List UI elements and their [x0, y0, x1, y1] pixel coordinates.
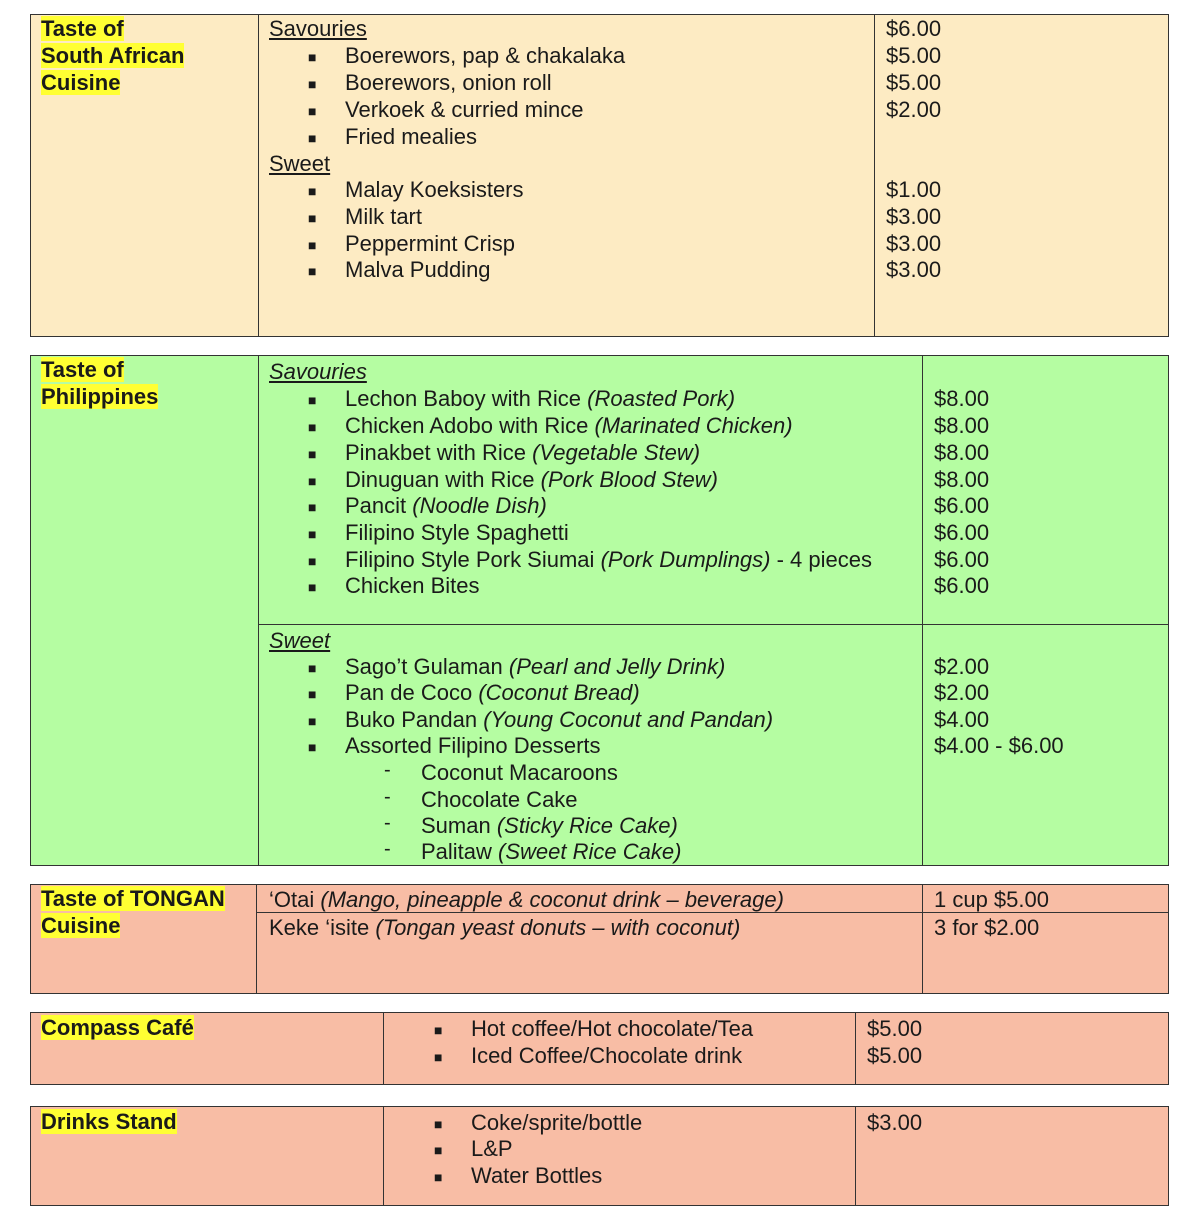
item-name: Iced Coffee/Chocolate drink [471, 1043, 743, 1068]
column-divider [383, 1107, 384, 1205]
item-name: Filipino Style Spaghetti [345, 520, 569, 545]
item-name: Assorted Filipino Desserts [345, 733, 601, 758]
title-line: Compass Café [41, 1015, 194, 1040]
item-name: Palitaw [421, 839, 492, 864]
title-line: Cuisine [41, 913, 121, 938]
column-divider [922, 356, 923, 865]
price: $1.00 [886, 177, 942, 202]
item-suffix: - 4 pieces [770, 547, 872, 572]
item-name: Peppermint Crisp [345, 231, 515, 256]
section-title [41, 885, 225, 939]
price: $4.00 - $6.00 [934, 733, 1064, 758]
item-name: Buko Pandan [345, 707, 478, 732]
item-note: (Pork Blood Stew) [540, 467, 718, 492]
price: $2.00 [934, 654, 990, 679]
item-name: Coconut Macaroons [421, 760, 618, 785]
item-name: Malva Pudding [345, 257, 491, 282]
item-name: Milk tart [345, 204, 422, 229]
column-divider [258, 356, 259, 865]
title-line: Drinks Stand [41, 1109, 177, 1134]
item-name: Pan de Coco [345, 680, 473, 705]
price: $5.00 [867, 1016, 923, 1041]
item-name: Keke ‘isite [269, 915, 370, 940]
column-divider [383, 1013, 384, 1084]
item-note: (Mango, pineapple & coconut drink – beverage) [320, 887, 784, 912]
price: $3.00 [867, 1110, 923, 1135]
section-title [41, 1108, 177, 1135]
item-name: Water Bottles [471, 1163, 603, 1188]
item-name: Chicken Bites [345, 573, 480, 598]
price: $6.00 [934, 493, 990, 518]
sweet-heading: Sweet [269, 628, 331, 653]
drinks-stand-section: Drinks Stand $3.00 ■ Coke/sprite/bottle ■ L&P ■ Water Bottles [30, 1106, 1169, 1206]
column-divider [855, 1107, 856, 1205]
item-name: Boerewors, onion roll [345, 70, 552, 95]
column-divider [874, 15, 875, 336]
price: $3.00 [886, 204, 942, 229]
item-name: Lechon Baboy with Rice [345, 386, 582, 411]
philippines-section: Taste of Philippines Savouries ■ Lechon Baboy with Rice (Roasted Pork) $8.00 ■ Chicken Adobo with Rice (Marinated Chicken) $8.00 ■ Pinakbet with Rice (Vegetable Stew) $8.00 ■ Dinuguan with Rice (Pork Blood Stew) $8.00 ■ Pancit (Noodle Dish) $6.00 ■ Filipino Style Spaghetti $6.00 ■ Filipino Style Pork Siumai (Pork Dumplings) - 4 pieces $6.00 ■ Chicken Bites $6.00 Sweet ■ Sago’t Gulaman (Pearl and Jelly Drink) $2.00 ■ Pan de Coco (Coconut Bread) $2.00 ■ Buko Pandan (Young Coconut and Pandan) $4.00 ■ Assorted Filipino Desserts $4.00 - $6.00 - Coconut Macaroons - Chocolate Cake - Suman (Sticky Rice Cake) - Palitaw (Sweet Rice Cake) [30, 355, 1169, 866]
item-name: Chocolate Cake [421, 787, 578, 812]
title-line: Philippines [41, 384, 159, 409]
price: $6.00 [886, 16, 942, 41]
item-note: (Roasted Pork) [587, 386, 736, 411]
price: $2.00 [886, 97, 942, 122]
price: $8.00 [934, 386, 990, 411]
price: $5.00 [867, 1043, 923, 1068]
section-title [41, 356, 158, 410]
price: 1 cup $5.00 [934, 887, 1049, 912]
item-name: Hot coffee/Hot chocolate/Tea [471, 1016, 754, 1041]
title-line: Cuisine [41, 70, 121, 95]
item-name: Filipino Style Pork Siumai [345, 547, 595, 572]
item-name: Coke/sprite/bottle [471, 1110, 643, 1135]
price: $4.00 [934, 707, 990, 732]
item-name: Pancit [345, 493, 407, 518]
price: $8.00 [934, 440, 990, 465]
south-african-section: Taste of South African Cuisine Savouries $6.00 ■ Boerewors, pap & chakalaka $5.00 ■ Boerewors, onion roll $5.00 ■ Verkoek & curried mince $2.00 ■ Fried mealies Sweet ■ Malay Koeksisters $1.00 ■ Milk tart $3.00 ■ Peppermint Crisp $3.00 ■ Malva Pudding $3.00 [30, 14, 1169, 337]
item-note: (Sticky Rice Cake) [496, 813, 678, 838]
column-divider [258, 15, 259, 336]
price: $8.00 [934, 467, 990, 492]
row-divider [258, 624, 1168, 625]
compass-cafe-section: Compass Café ■ Hot coffee/Hot chocolate/Tea $5.00 ■ Iced Coffee/Chocolate drink $5.00 [30, 1012, 1169, 1085]
title-line: South African [41, 43, 185, 68]
item-name: Chicken Adobo with Rice [345, 413, 589, 438]
savouries-heading: Savouries [269, 16, 367, 41]
price: 3 for $2.00 [934, 915, 1040, 940]
item-note: (Noodle Dish) [412, 493, 547, 518]
column-divider [256, 885, 257, 993]
tongan-section [30, 884, 1169, 994]
price: $6.00 [934, 573, 990, 598]
item-name: ‘Otai [269, 887, 315, 912]
title-line: Taste of [41, 16, 124, 41]
item-name: L&P [471, 1136, 513, 1161]
item-note: (Sweet Rice Cake) [498, 839, 682, 864]
price: $5.00 [886, 43, 942, 68]
item-note: (Marinated Chicken) [594, 413, 793, 438]
item-name: Dinuguan with Rice [345, 467, 535, 492]
title-line: Taste of [41, 357, 124, 382]
savouries-heading: Savouries [269, 359, 367, 384]
section-title [41, 1014, 194, 1041]
item-note: (Tongan yeast donuts – with coconut) [375, 915, 741, 940]
item-name: Suman [421, 813, 491, 838]
column-divider [922, 885, 923, 993]
section-title [41, 15, 184, 96]
price: $2.00 [934, 680, 990, 705]
item-name: Boerewors, pap & chakalaka [345, 43, 626, 68]
title-line: Taste of TONGAN [41, 886, 225, 911]
item-name: Pinakbet with Rice [345, 440, 526, 465]
price: $8.00 [934, 413, 990, 438]
item-note: (Pearl and Jelly Drink) [508, 654, 726, 679]
item-name: Malay Koeksisters [345, 177, 524, 202]
price: $6.00 [934, 520, 990, 545]
price: $5.00 [886, 70, 942, 95]
item-note: (Pork Dumplings) [600, 547, 771, 572]
item-name: Fried mealies [345, 124, 478, 149]
item-note: (Young Coconut and Pandan) [483, 707, 774, 732]
column-divider [855, 1013, 856, 1084]
item-note: (Vegetable Stew) [532, 440, 701, 465]
sweet-heading: Sweet [269, 151, 331, 176]
item-note: (Coconut Bread) [478, 680, 640, 705]
price: $6.00 [934, 547, 990, 572]
price: $3.00 [886, 231, 942, 256]
item-name: Sago’t Gulaman [345, 654, 503, 679]
price: $3.00 [886, 257, 942, 282]
item-name: Verkoek & curried mince [345, 97, 584, 122]
